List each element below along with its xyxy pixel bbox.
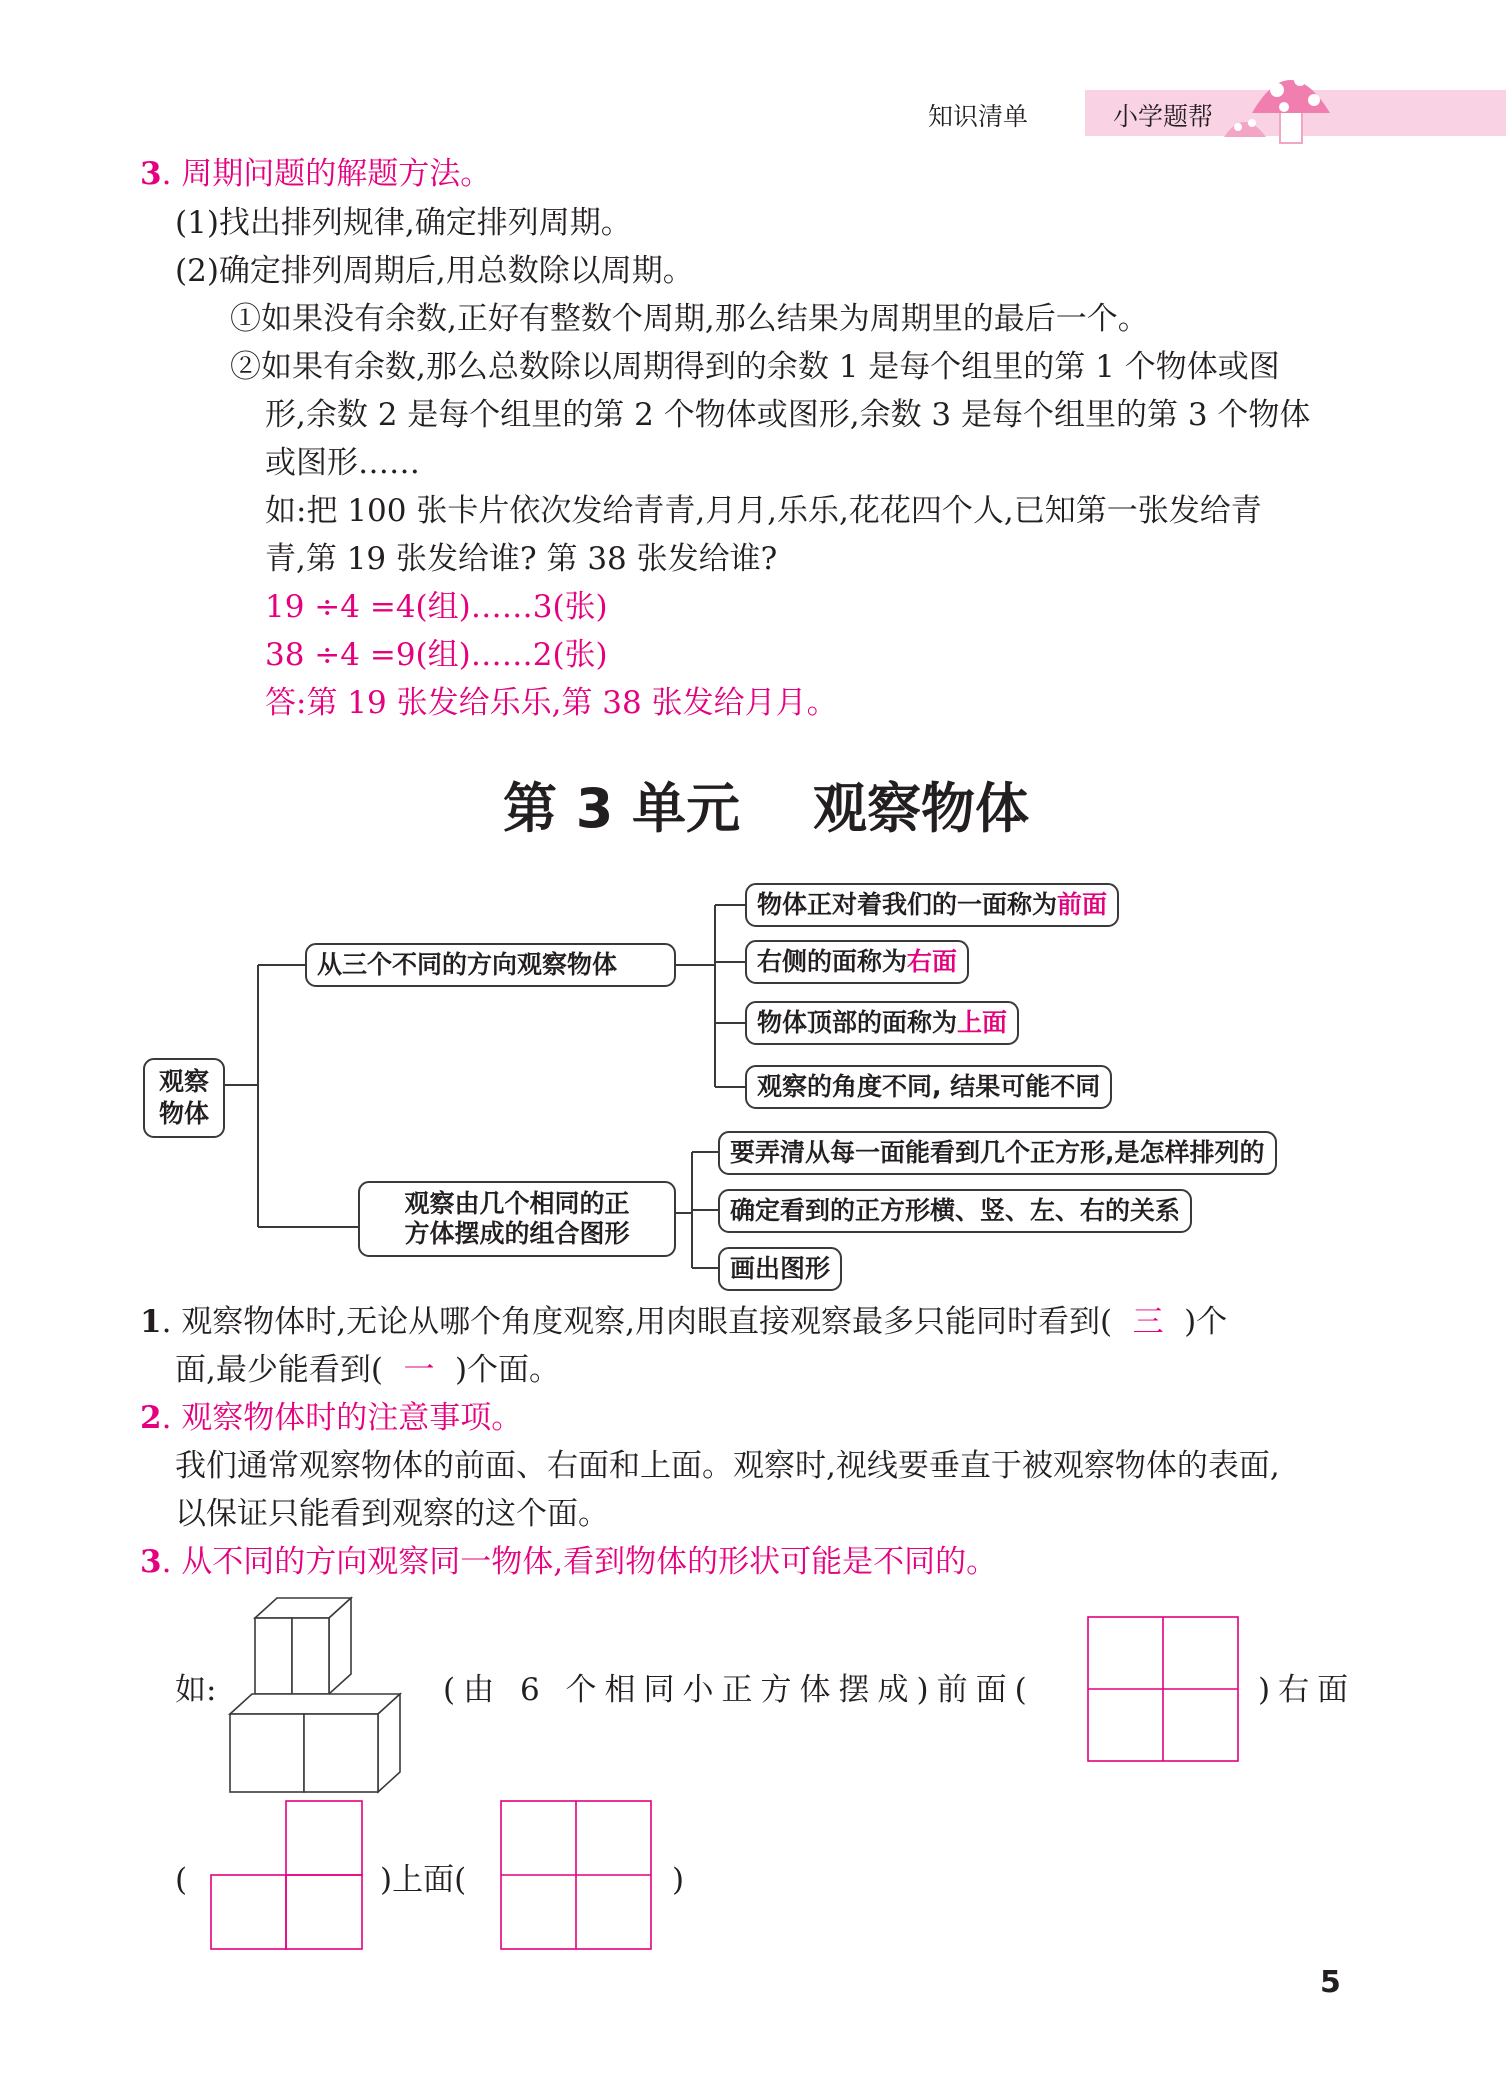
point2-line2: 以保证只能看到观察的这个面。 (175, 1496, 609, 1532)
calc-line1: 19 ÷4 =4(组)……3(张) (265, 589, 608, 625)
example-ru: 如: (175, 1672, 217, 1708)
sec3-case2-line2: 形,余数 2 是每个组里的第 2 个物体或图形,余数 3 是每个组里的第 3 个物体 (265, 397, 1311, 433)
mindmap-item-right: 右侧的面称为 右面 (745, 940, 969, 984)
sec3-heading: 3. 周期问题的解题方法。 (140, 156, 492, 192)
mindmap-item-top: 物体顶部的面称为 上面 (745, 1001, 1019, 1045)
calc-line2: 38 ÷4 =9(组)……2(张) (265, 637, 608, 673)
answer-line: 答:第 19 张发给乐乐,第 38 张发给月月。 (265, 685, 838, 721)
cube-stack-figure (225, 1596, 435, 1800)
example-right-face: )右面 (1258, 1672, 1357, 1708)
point2-line1: 我们通常观察物体的前面、右面和上面。观察时,视线要垂直于被观察物体的表面, (175, 1448, 1280, 1484)
example-line1: 如:把 100 张卡片依次发给青青,月月,乐乐,花花四个人,已知第一张发给青 (265, 493, 1262, 529)
unit-title: 第 3 单元 观察物体 (503, 777, 1029, 840)
sec3-case2-line1: ②如果有余数,那么总数除以周期得到的余数 1 是每个组里的第 1 个物体或图 (230, 349, 1280, 385)
point3-heading: 3. 从不同的方向观察同一物体,看到物体的形状可能是不同的。 (140, 1544, 998, 1580)
point1-line1: 1. 观察物体时,无论从哪个角度观察,用肉眼直接观察最多只能同时看到( 三 )个 (140, 1304, 1228, 1340)
branch2-line2: 方体摆成的组合图形 (404, 1219, 630, 1248)
point1-line2: 面,最少能看到( 一 )个面。 (175, 1352, 561, 1388)
mindmap-branch2 (358, 1181, 676, 1257)
mindmap-item-draw: 画出图形 (718, 1247, 842, 1291)
sec3-case2-line3: 或图形…… (265, 445, 420, 481)
page-number: 5 (1320, 1965, 1341, 2000)
mindmap-root: 观察 物体 (143, 1058, 225, 1138)
branch2-line1: 观察由几个相同的正 (404, 1189, 630, 1218)
section-label: 知识清单 (928, 102, 1029, 131)
mindmap-item-squares: 要弄清从每一面能看到几个正方形,是怎样排列的 (718, 1131, 1277, 1175)
example-top-face: )上面( (380, 1862, 467, 1898)
example-open-paren: ( (175, 1862, 188, 1898)
mushroom-icon (1222, 55, 1342, 150)
example-desc: (由 6 个相同小正方体摆成)前面( (443, 1672, 1035, 1708)
right-view-figure (210, 1800, 364, 1950)
mindmap-item-front: 物体正对着我们的一面称为 前面 (745, 883, 1119, 927)
front-view-figure (1087, 1616, 1239, 1762)
sec3-step1: (1)找出排列规律,确定排列周期。 (175, 205, 632, 241)
point2-heading: 2. 观察物体时的注意事项。 (140, 1400, 523, 1436)
brand-label: 小学题帮 (1113, 102, 1214, 131)
mindmap-item-angle: 观察的角度不同, 结果可能不同 (745, 1065, 1112, 1109)
top-view-figure (500, 1800, 654, 1950)
mindmap-item-relation: 确定看到的正方形横、竖、左、右的关系 (718, 1189, 1192, 1233)
example-close-paren: ) (672, 1862, 685, 1898)
sec3-step2: (2)确定排列周期后,用总数除以周期。 (175, 253, 694, 289)
sec3-case1: ①如果没有余数,正好有整数个周期,那么结果为周期里的最后一个。 (230, 301, 1149, 337)
mindmap-branch1: 从三个不同的方向观察物体 (305, 943, 676, 987)
example-line2: 青,第 19 张发给谁? 第 38 张发给谁? (265, 541, 778, 577)
